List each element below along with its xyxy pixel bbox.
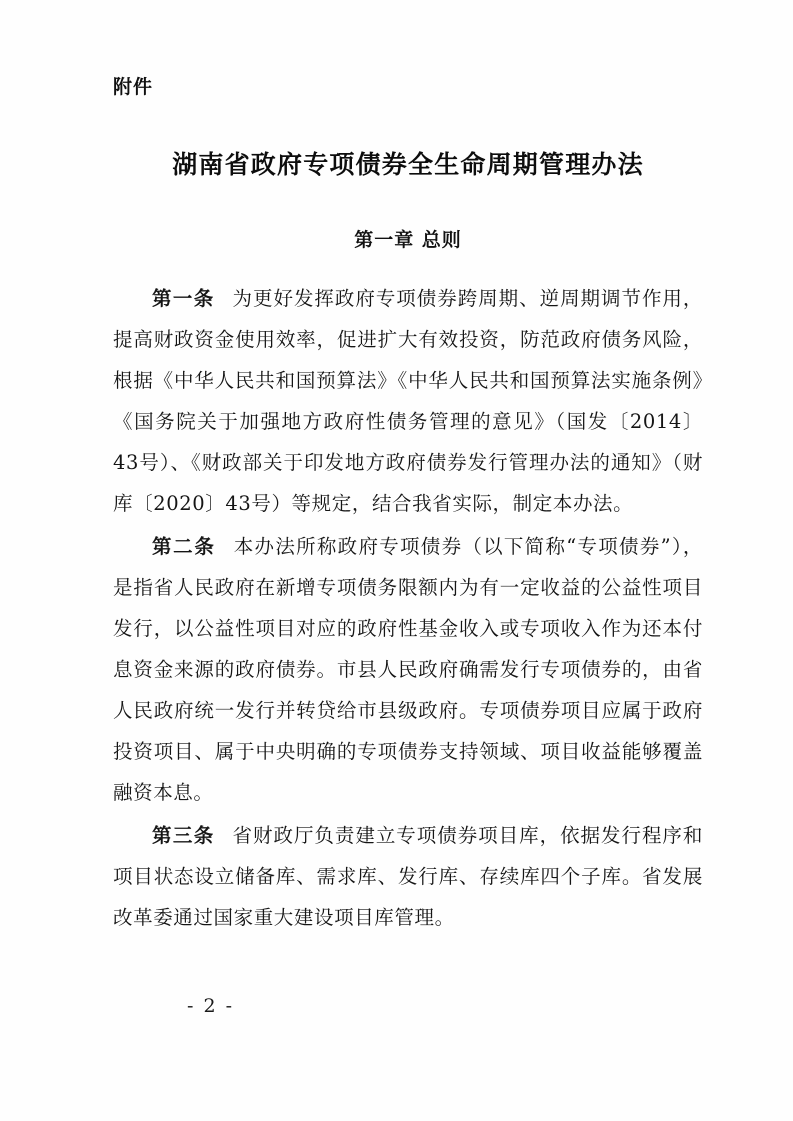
article-number: 第三条	[152, 824, 215, 847]
article-number: 第二条	[152, 535, 216, 558]
page-number-value: - 2 -	[186, 995, 234, 1017]
chapter-heading: 第一章 总则	[354, 229, 462, 251]
attachment-label: 附件	[113, 76, 154, 98]
page-number	[0, 995, 793, 1017]
document-body	[113, 72, 703, 940]
article-text: 本办法所称政府专项债券（以下简称“专项债券”），是指省人民政府在新增专项债务限额内为有一定收益的公益性项目发行，以公益性项目对应的政府性基金收入或专项收入作为还本付息资金来源的政府债券。市县人民政府确需发行专项债券的，由省人民政府统一发行并转贷给市县级政府。专项债券项目应属于政府投资项目、属于中央明确的专项债券支持领域、项目收益能够覆盖融资本息。	[113, 535, 703, 804]
article-paragraph	[113, 815, 703, 938]
article-text: 省财政厅负责建立专项债券项目库，依据发行程序和项目状态设立储备库、需求库、发行库、存续库四个子库。省发展改革委通过国家重大建设项目库管理。	[113, 824, 703, 929]
article-paragraph	[113, 278, 703, 524]
page-title: 湖南省政府专项债券全生命周期管理办法	[172, 150, 644, 179]
article-number: 第一条	[152, 287, 215, 310]
article-text: 为更好发挥政府专项债券跨周期、逆周期调节作用，提高财政资金使用效率，促进扩大有效投资，防范政府债务风险，根据《中华人民共和国预算法》《中华人民共和国预算法实施条例》《国务院关于加强地方政府性债务管理的意见》（国发〔2014〕43号）、《财政部关于印发地方政府债券发行管理办法的通知》（财库〔2020〕43号）等规定，结合我省实际，制定本办法。	[113, 287, 703, 515]
article-paragraph	[113, 526, 703, 813]
